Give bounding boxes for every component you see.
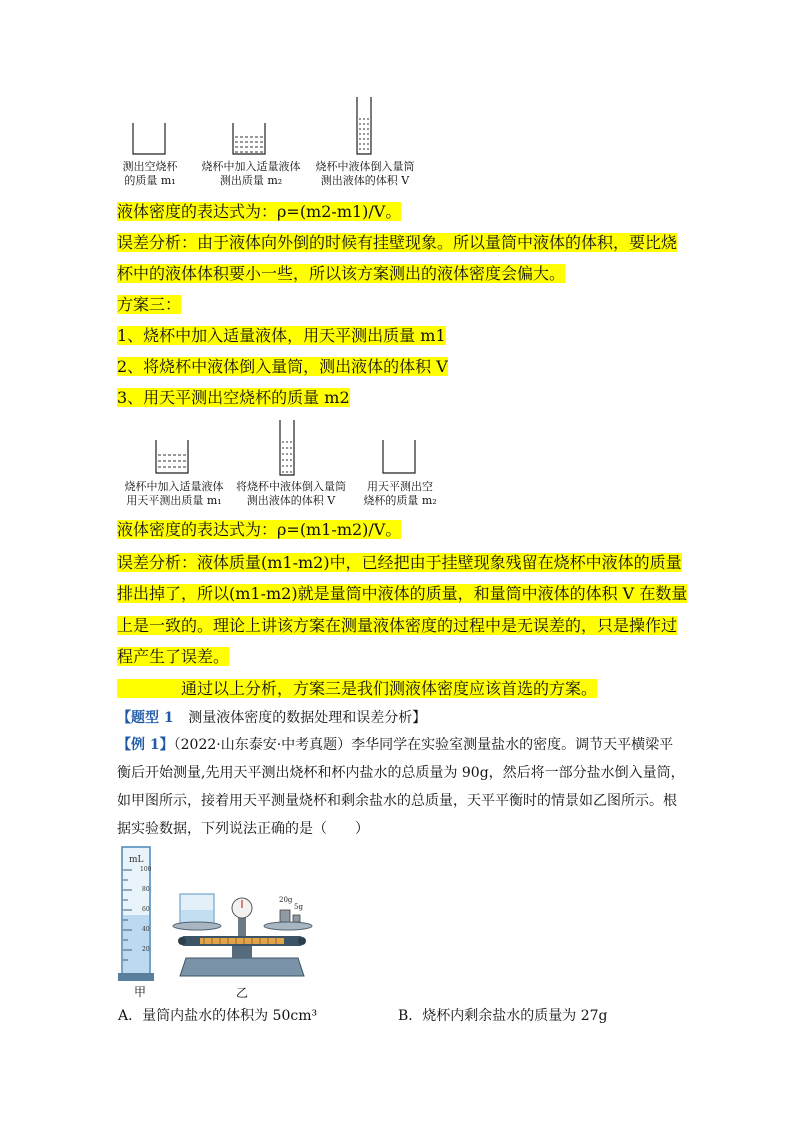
scheme3-error-line4: 程产生了误差。 — [117, 647, 230, 666]
balance-label: 乙 — [236, 986, 249, 1000]
option-a: A．量筒内盐水的体积为 50cm³ — [118, 1008, 318, 1024]
scheme2-formula: 液体密度的表达式为：ρ=(m2-m1)/V。 — [117, 202, 402, 221]
weight-label-20g: 20g — [279, 896, 293, 904]
cylinder-tick-20: 20 — [142, 946, 150, 953]
cylinder-with-liquid-icon — [356, 97, 372, 155]
example-line-1: 【例 1】（2022·山东泰安·中考真题）李华同学在实验室测量盐水的密度。调节天平横梁平 — [117, 737, 674, 753]
balance-scale-icon — [172, 880, 312, 980]
scheme3-step-3: 3、用天平测出空烧杯的质量 m2 — [117, 388, 350, 407]
empty-beaker-icon — [132, 123, 166, 155]
graduated-cylinder-icon — [118, 845, 158, 985]
balance-figure — [172, 880, 312, 1000]
scheme3-error-line3: 上是一致的。理论上讲该方案在测量液体密度的过程中是无误差的，只是操作过 — [117, 616, 678, 635]
weight-label-5g: 5g — [294, 903, 303, 911]
scheme2-error-line2: 杯中的液体体积要小一些，所以该方案测出的液体密度会偏大。 — [117, 264, 566, 283]
scheme3-step-1: 1、烧杯中加入适量液体，用天平测出质量 m1 — [117, 326, 446, 345]
cylinder-tick-80: 80 — [142, 886, 150, 893]
example-line-3: 如甲图所示，接着用天平测量烧杯和剩余盐水的总质量，天平平衡时的情景如乙图所示。根 — [117, 793, 677, 809]
caption-scheme3-cylinder: 将烧杯中液体倒入量筒 测出液体的体积 V — [236, 480, 346, 507]
cylinder-with-liquid-icon — [279, 420, 295, 476]
question-type-heading: 【题型 1 测量液体密度的数据处理和误差分析】 — [117, 710, 427, 726]
caption-empty-beaker: 测出空烧杯 的质量 m₁ — [122, 160, 178, 187]
beaker-with-liquid-icon — [232, 123, 266, 155]
caption-scheme3-empty: 用天平测出空 烧杯的质量 m₂ — [363, 480, 437, 507]
caption-scheme3-beaker: 烧杯中加入适量液体 用天平测出质量 m₁ — [124, 480, 224, 507]
cylinder-tick-60: 60 — [142, 906, 150, 913]
top-figure — [115, 95, 435, 190]
conclusion: 通过以上分析，方案三是我们测液体密度应该首选的方案。 — [117, 676, 597, 702]
graduated-cylinder-figure — [118, 845, 158, 999]
cylinder-tick-40: 40 — [142, 926, 150, 933]
example-line-4: 据实验数据，下列说法正确的是（ ） — [117, 821, 369, 837]
caption-beaker-liquid: 烧杯中加入适量液体 测出质量 m₂ — [201, 160, 301, 187]
beaker-with-liquid-icon — [155, 440, 189, 474]
scheme3-error-line1: 误差分析：液体质量(m1-m2)中，已经把由于挂壁现象残留在烧杯中液体的质量 — [117, 553, 682, 572]
example-line-2: 衡后开始测量,先用天平测出烧杯和杯内盐水的总质量为 90g，然后将一部分盐水倒入量筒， — [117, 765, 685, 781]
caption-cylinder: 烧杯中液体倒入量筒 测出液体的体积 V — [315, 160, 415, 187]
scheme2-error-line1: 误差分析：由于液体向外倒的时候有挂壁现象。所以量筒中液体的体积，要比烧 — [117, 233, 678, 252]
cylinder-unit: mL — [129, 855, 144, 865]
scheme3-step-2: 2、将烧杯中液体倒入量筒，测出液体的体积 V — [117, 357, 448, 376]
scheme3-title: 方案三： — [117, 295, 182, 314]
cylinder-label: 甲 — [134, 985, 147, 999]
scheme3-formula: 液体密度的表达式为：ρ=(m1-m2)/V。 — [117, 520, 402, 539]
empty-beaker-icon — [382, 440, 416, 474]
scheme3-error-line2: 排出掉了，所以(m1-m2)就是量筒中液体的质量，和量筒中液体的体积 V 在数量 — [117, 584, 688, 603]
scheme3-figure — [115, 418, 455, 513]
option-b: B．烧杯内剩余盐水的质量为 27g — [398, 1008, 608, 1024]
cylinder-tick-100: 100 — [140, 866, 152, 873]
